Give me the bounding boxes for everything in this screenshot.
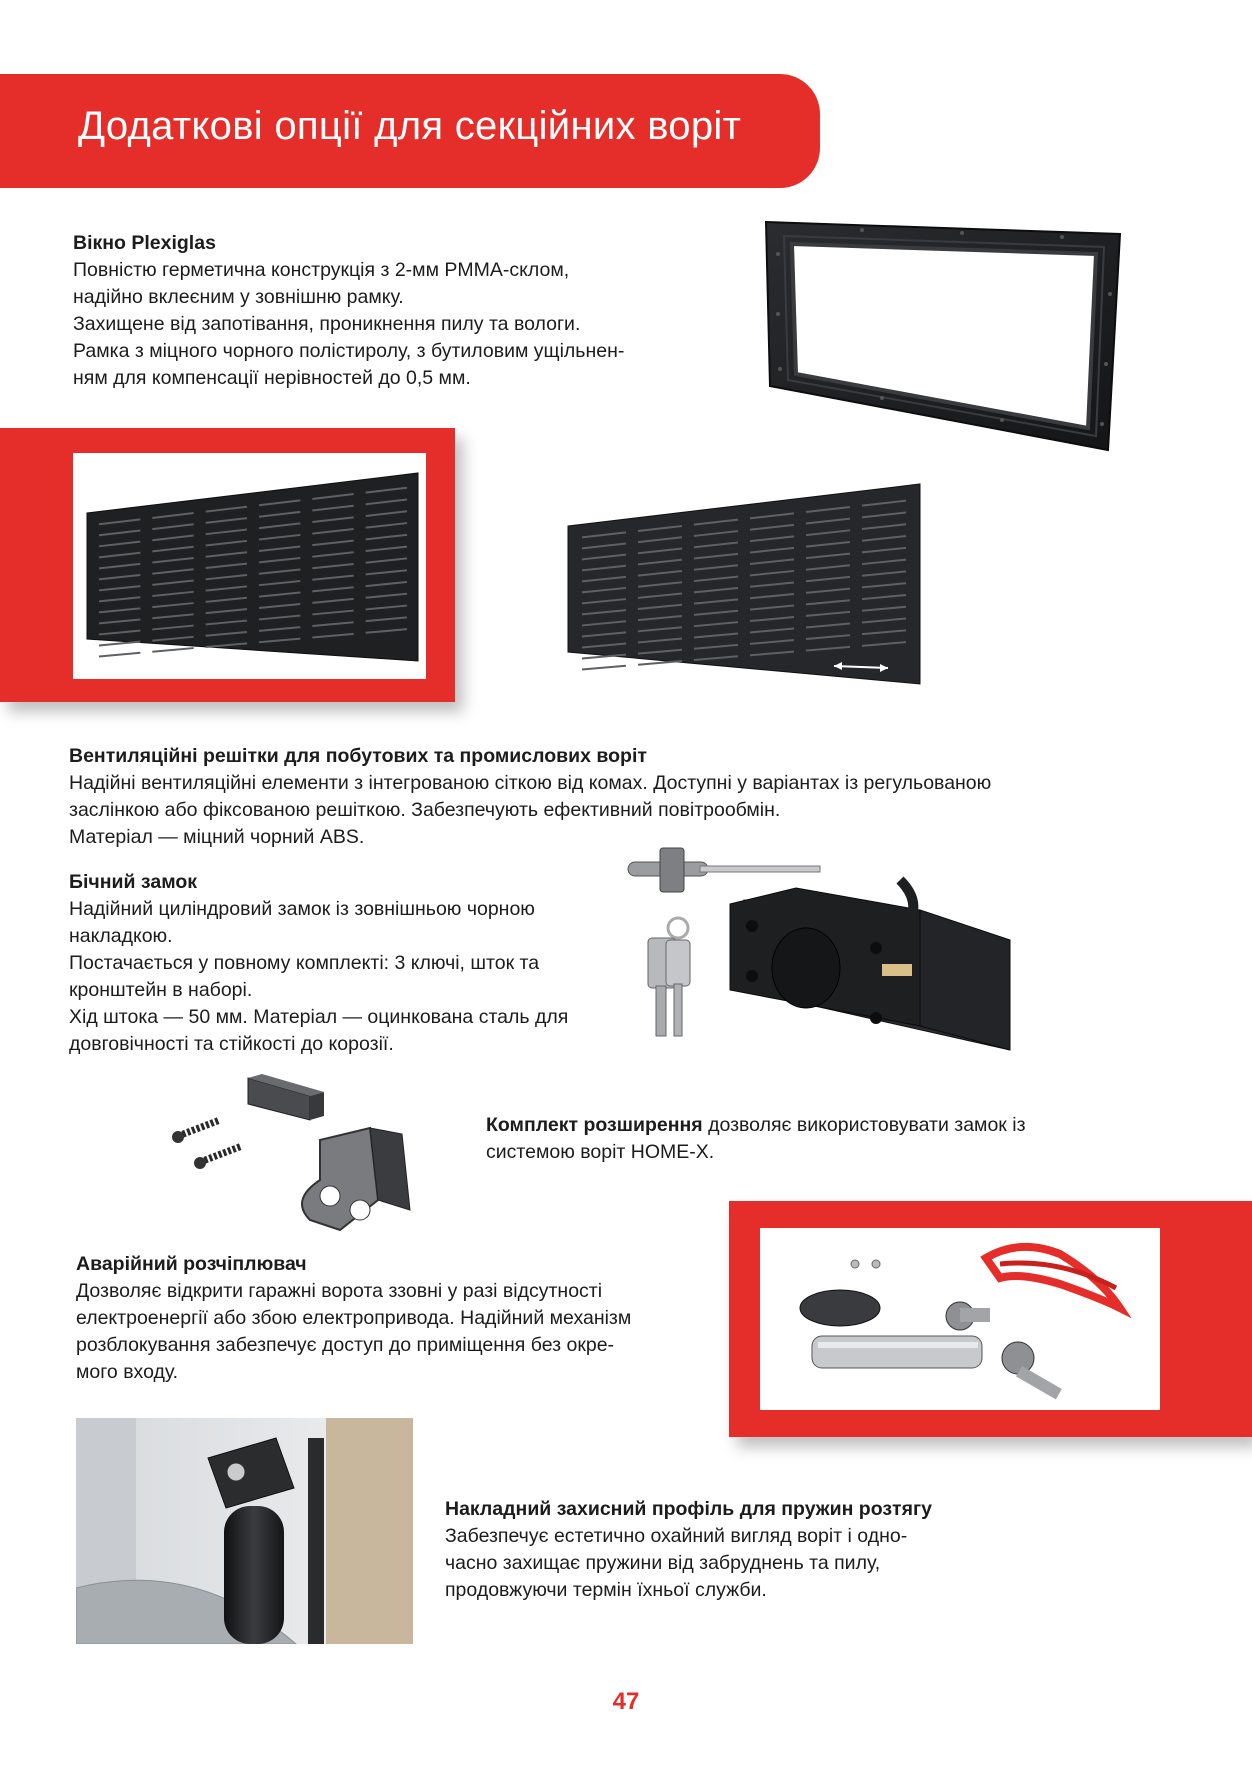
release-line: електроенергії або збою електропривода. Надійний механізм [76,1307,632,1329]
window-description [73,230,713,392]
window-heading: Вікно Plexiglas [73,232,216,254]
extension-line: системою воріт HOME-X. [486,1141,715,1163]
profile-line: часно захищає пружини від забруднень та пилу, [445,1552,881,1574]
window-line: Рамка з міцного чорного полістиролу, з бутиловим ущільнен- [73,340,625,362]
extension-rest: дозволяє використовувати замок із [702,1114,1026,1136]
extension-kit-image [170,1070,460,1240]
release-line: Дозволяє відкрити гаражні ворота ззовні у разі відсутності [76,1280,603,1302]
lock-heading: Бічний замок [69,871,198,893]
lock-description [69,869,629,1058]
page-number: 47 [612,1688,640,1715]
profile-line: Забезпечує естетично охайний вигляд воріт і одно- [445,1525,908,1547]
lock-line: Хід штока — 50 мм. Матеріал — оцинкована сталь для [69,1006,569,1028]
page-title: Додаткові опції для секційних воріт [78,104,742,148]
spring-profile-photo [76,1418,413,1644]
profile-heading: Накладний захисний профіль для пружин розтягу [445,1498,932,1520]
profile-description [445,1496,1205,1604]
plexiglas-window-image [762,214,1124,454]
release-line: мого входу. [76,1361,179,1383]
window-line: Повністю герметична конструкція з 2-мм PMMA-склом, [73,259,570,281]
profile-line: продовжуючи термін їхньої служби. [445,1579,767,1601]
extension-description [486,1112,1126,1166]
vent-line: заслінкою або фіксованою решіткою. Забезпечують ефективний повітрообмін. [69,799,781,821]
release-heading: Аварійний розчіплювач [76,1253,307,1275]
window-line: надійно вклеєним у зовнішню рамку. [73,286,404,308]
vent-description [69,743,1209,851]
vent-line: Надійні вентиляційні елементи з інтегрованою сіткою від комах. Доступні у варіантах із регульованою [69,772,992,794]
lock-line: довговічності та стійкості до корозії. [69,1033,394,1055]
lock-line: накладкою. [69,925,173,947]
window-line: Захищене від запотівання, проникнення пилу та вологи. [73,313,581,335]
release-kit-card [760,1228,1160,1410]
lock-line: кронштейн в наборі. [69,979,253,1001]
vent-heading: Вентиляційні решітки для побутових та промислових воріт [69,745,647,767]
window-line: ням для компенсації нерівностей до 0,5 мм. [73,367,471,389]
vent-grille-card [73,453,426,679]
side-lock-image [620,840,1040,1065]
lock-line: Постачається у повному комплекті: 3 ключі, шток та [69,952,540,974]
lock-line: Надійний циліндровий замок із зовнішньою чорною [69,898,535,920]
vent-line: Матеріал — міцний чорний ABS. [69,826,365,848]
release-line: розблокування забезпечує доступ до приміщення без окре- [76,1334,615,1356]
release-description [76,1251,726,1386]
extension-bold: Комплект розширення [486,1114,703,1136]
vent-grille-adjustable-image [566,482,922,686]
